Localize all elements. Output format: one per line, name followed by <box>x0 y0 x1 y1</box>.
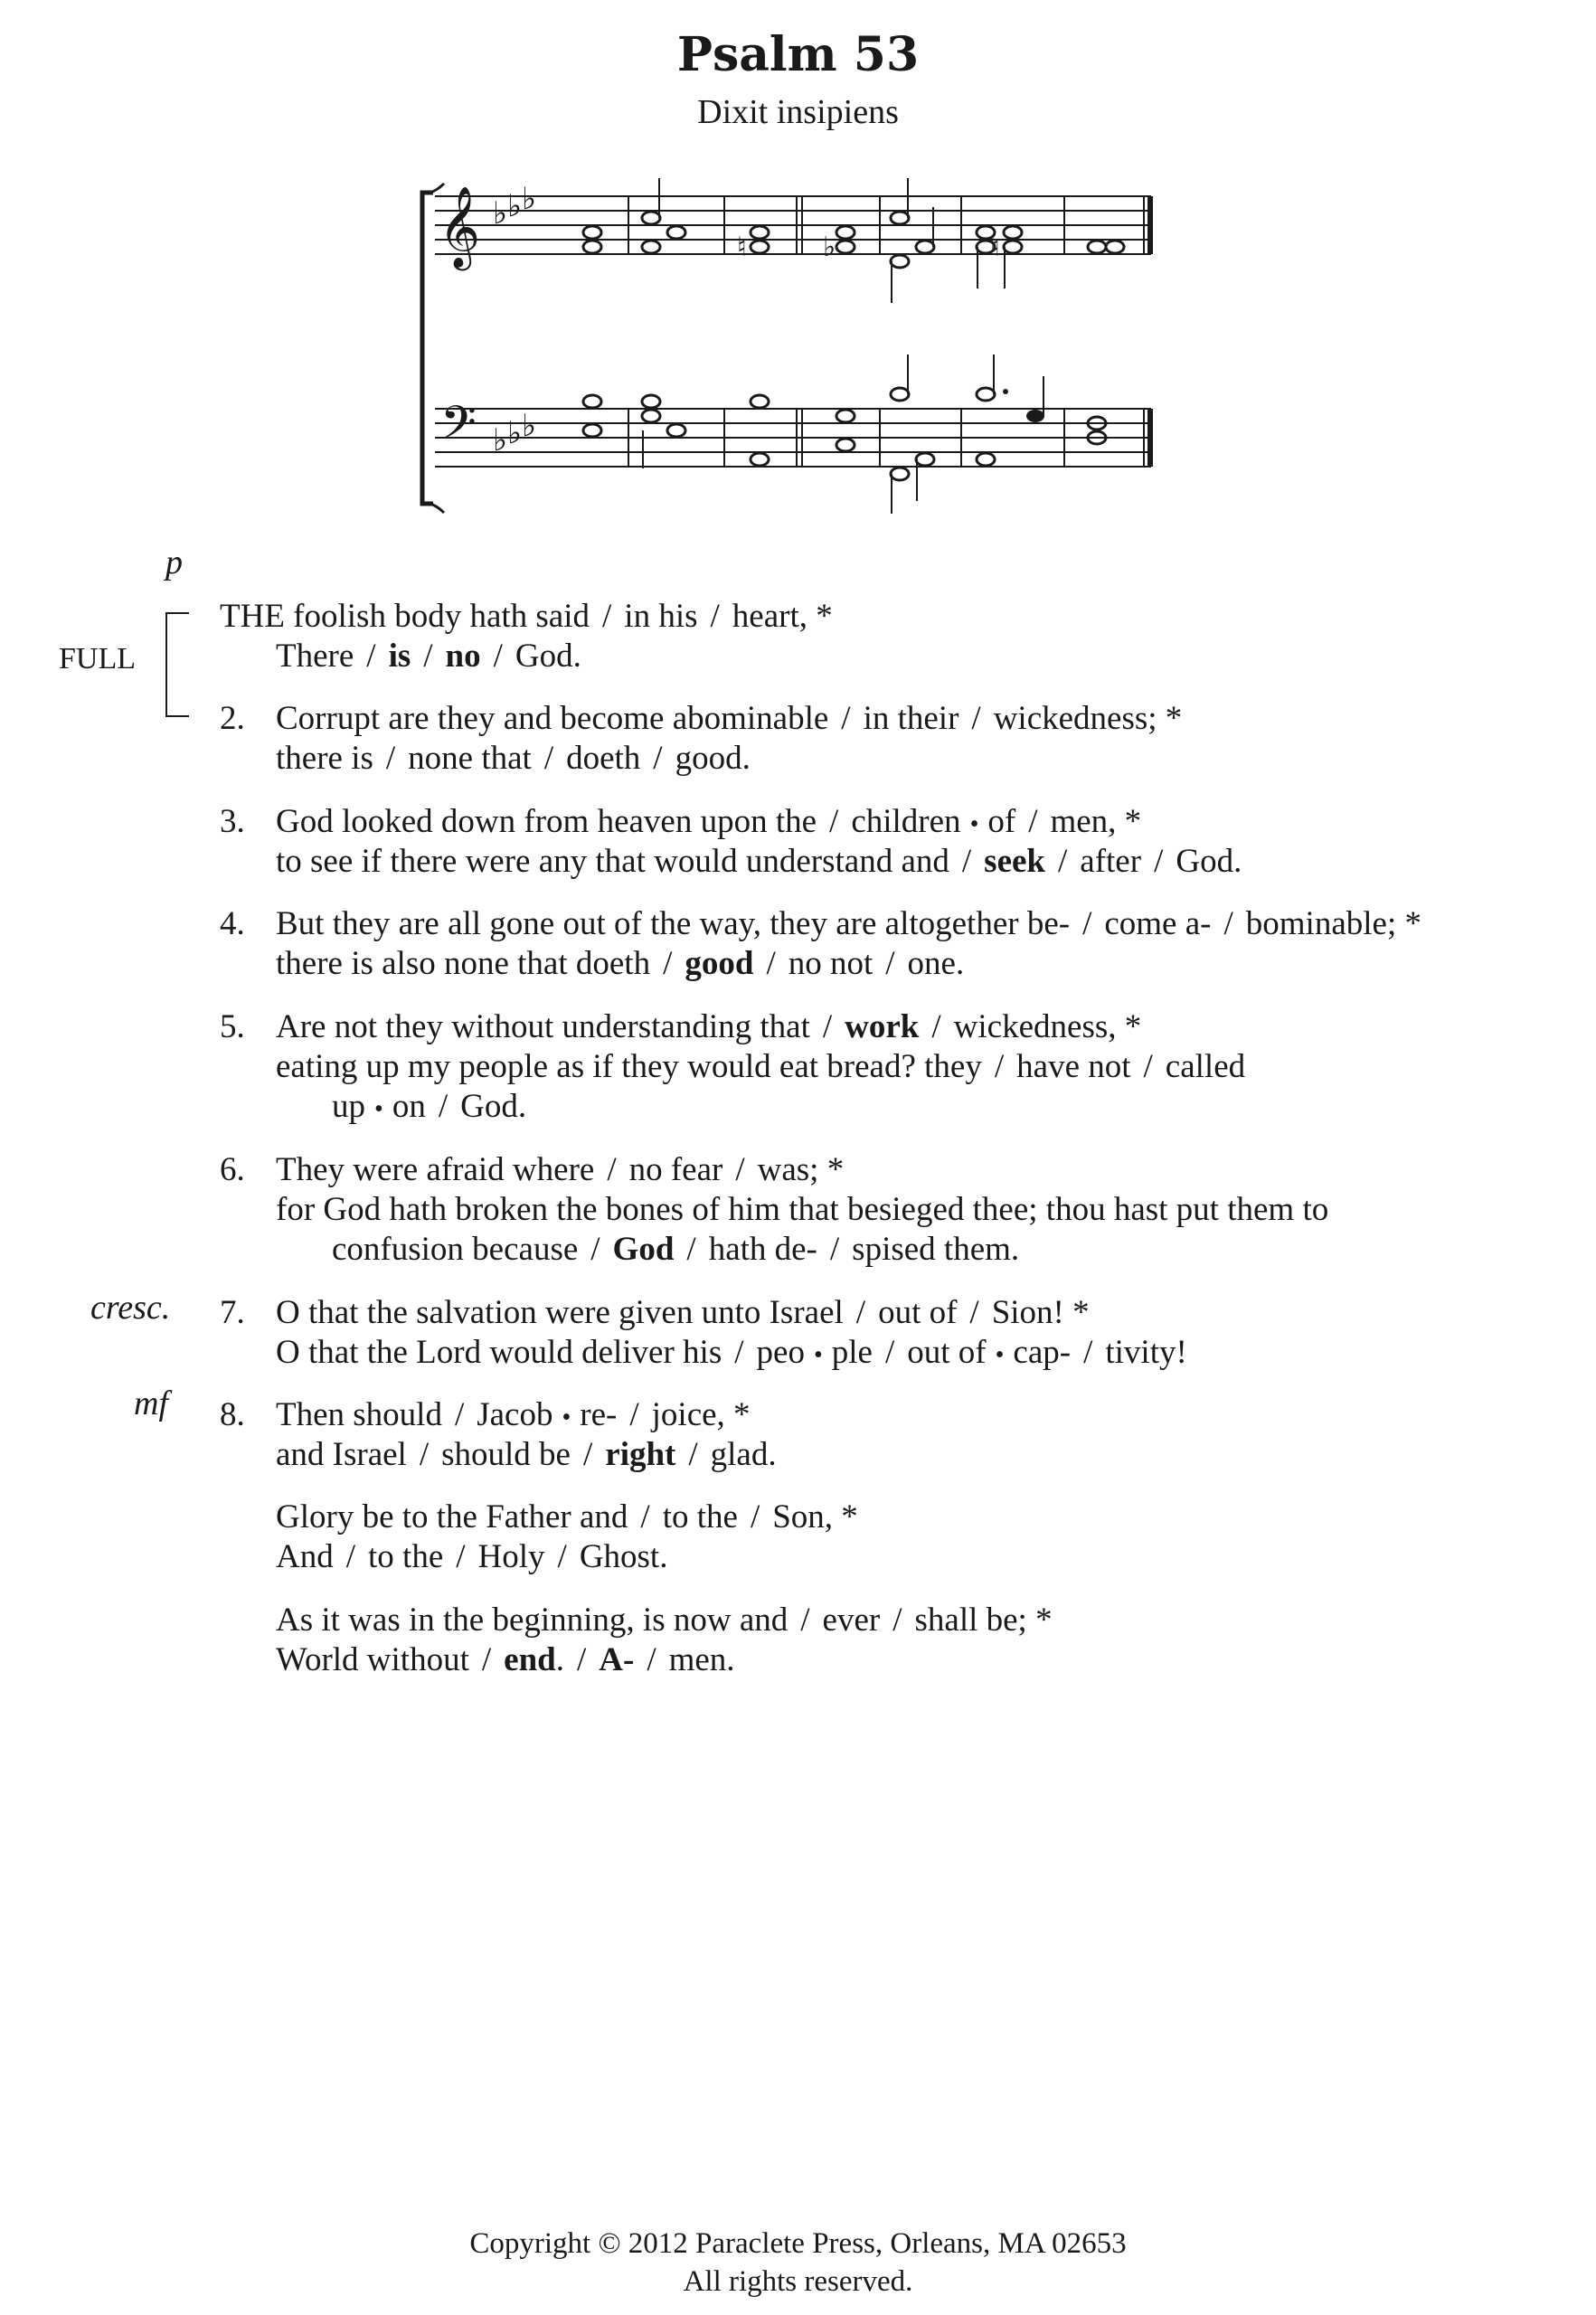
pointing-slash: / <box>884 1334 895 1371</box>
pointing-slash: / <box>543 740 554 777</box>
text-segment: wickedness; * <box>993 700 1183 737</box>
pointing-slash: / <box>1154 843 1164 880</box>
verse-line <box>276 637 581 676</box>
text-segment: Are not they without understanding that <box>276 1008 810 1045</box>
text-segment: Then should <box>276 1396 442 1433</box>
accented-syllable: end <box>504 1641 556 1678</box>
text-segment: wickedness, * <box>953 1008 1142 1045</box>
accented-syllable: no <box>445 638 481 675</box>
svg-text:♮: ♮ <box>990 232 1000 263</box>
text-segment: on <box>392 1088 426 1125</box>
pointing-slash: / <box>822 1008 833 1045</box>
svg-text:♭: ♭ <box>493 195 508 232</box>
verse-line <box>276 944 964 984</box>
verse-line <box>276 1435 777 1475</box>
full-bracket <box>165 612 189 717</box>
pointing-slash: / <box>640 1498 650 1535</box>
page-title: Psalm 53 <box>676 27 920 82</box>
verse-line <box>332 1087 526 1129</box>
verse-line <box>276 842 1242 882</box>
pointing-slash: / <box>829 803 839 840</box>
pointing-slash: / <box>590 1231 600 1268</box>
text-segment: God looked down from heaven upon the <box>276 803 817 840</box>
pointing-slash: / <box>663 945 673 982</box>
copyright-line-2: All rights reserved. <box>683 2265 913 2298</box>
text-segment: O that the Lord would deliver his <box>276 1334 722 1371</box>
verse-number: 5. <box>220 1008 245 1045</box>
verse-number: 8. <box>220 1396 245 1433</box>
pointing-slash: / <box>855 1294 866 1331</box>
pointing-slash: / <box>1083 1334 1093 1371</box>
pointing-slash: / <box>385 740 396 777</box>
text-segment: Son, * <box>772 1498 858 1535</box>
text-segment: But they are all gone out of the way, they are altogether be- <box>276 905 1071 942</box>
bass-stems <box>643 354 1044 514</box>
text-segment: shall be; * <box>914 1602 1053 1639</box>
verse-line <box>276 739 751 779</box>
accented-syllable: good <box>685 945 754 982</box>
text-segment: God. <box>1176 843 1242 880</box>
pointing-slash: / <box>653 740 663 777</box>
pointing-slash: / <box>892 1602 902 1639</box>
text-segment: one. <box>907 945 965 982</box>
pointing-slash: / <box>969 1294 979 1331</box>
page-subtitle: Dixit insipiens <box>697 93 899 131</box>
text-segment: good. <box>675 740 751 777</box>
text-segment: Ghost. <box>579 1538 668 1575</box>
text-segment: There <box>276 638 354 675</box>
verse-number: 7. <box>220 1294 245 1331</box>
svg-text:♮: ♮ <box>737 232 747 263</box>
text-segment: and Israel <box>276 1436 407 1473</box>
verse-number: 4. <box>220 905 245 942</box>
pointing-slash: / <box>931 1008 941 1045</box>
pointing-slash: / <box>994 1048 1005 1085</box>
verse-line <box>276 1537 667 1577</box>
pointing-slash: / <box>800 1602 810 1639</box>
pointing-dot: • <box>374 1095 383 1123</box>
text-segment: to see if there were any that would understand and <box>276 843 949 880</box>
text-segment: . <box>555 1641 564 1678</box>
pointing-slash: / <box>885 945 895 982</box>
text-segment: hath de- <box>708 1231 817 1268</box>
pointing-slash: / <box>710 598 720 635</box>
accented-syllable: seek <box>984 843 1045 880</box>
verse-line <box>276 1047 1245 1087</box>
text-segment: glad. <box>710 1436 777 1473</box>
svg-text:♭: ♭ <box>507 415 523 451</box>
text-segment: joice, * <box>651 1396 751 1433</box>
text-segment: God. <box>515 638 581 675</box>
pointing-slash: / <box>366 638 376 675</box>
pointing-dot: • <box>813 1341 823 1369</box>
text-segment: doeth <box>566 740 641 777</box>
text-segment: should be <box>441 1436 571 1473</box>
pointing-slash: / <box>971 700 981 737</box>
text-segment: men. <box>668 1641 735 1678</box>
text-segment: tivity! <box>1105 1334 1187 1371</box>
copyright-line-1: Copyright © 2012 Paraclete Press, Orleans, MA 02653 <box>469 2227 1127 2260</box>
pointing-dot: • <box>969 810 979 838</box>
verse-line <box>276 1190 1328 1230</box>
accented-syllable: God <box>612 1231 675 1268</box>
pointing-slash: / <box>829 1231 840 1268</box>
pointing-slash: / <box>576 1641 587 1678</box>
bass-clef-icon: 𝄢 <box>440 395 477 461</box>
text-segment: no fear <box>628 1151 723 1188</box>
verse-line <box>276 699 1182 739</box>
verse-line <box>276 1150 844 1190</box>
pointing-slash: / <box>419 1436 430 1473</box>
text-segment: men, * <box>1050 803 1142 840</box>
pointing-slash: / <box>688 1436 698 1473</box>
pointing-slash: / <box>607 1151 617 1188</box>
accented-syllable: A- <box>599 1641 635 1678</box>
accented-syllable: is <box>388 638 411 675</box>
verse-line <box>276 1333 1187 1375</box>
pointing-slash: / <box>438 1088 449 1125</box>
pointing-dot: • <box>562 1403 571 1432</box>
verse-line <box>276 1007 1141 1047</box>
text-segment: in their <box>863 700 959 737</box>
text-segment: As it was in the beginning, is now and <box>276 1602 789 1639</box>
pointing-slash: / <box>454 1396 465 1433</box>
svg-text:♭: ♭ <box>493 422 508 458</box>
pointing-slash: / <box>841 700 851 737</box>
verse-line <box>276 1498 858 1537</box>
text-segment: O that the salvation were given unto Israel <box>276 1294 844 1331</box>
pointing-slash: / <box>345 1538 356 1575</box>
text-segment: ever <box>822 1602 881 1639</box>
text-segment: Glory be to the Father and <box>276 1498 628 1535</box>
pointing-slash: / <box>481 1641 492 1678</box>
dynamic-mf: mf <box>134 1384 168 1422</box>
verse-number: 6. <box>220 1151 245 1188</box>
verse-line <box>276 1395 751 1438</box>
text-segment: of <box>987 803 1016 840</box>
verse-line <box>276 1293 1090 1333</box>
verse-line <box>276 802 1141 845</box>
text-segment: come a- <box>1104 905 1212 942</box>
full-label: FULL <box>59 642 136 676</box>
pointing-slash: / <box>1058 843 1068 880</box>
pointing-slash: / <box>602 598 612 635</box>
text-segment: Sion! * <box>991 1294 1090 1331</box>
text-segment: called <box>1165 1048 1246 1085</box>
text-segment: to the <box>368 1538 444 1575</box>
text-segment: after <box>1080 843 1142 880</box>
text-segment: Holy <box>477 1538 545 1575</box>
final-barline <box>1147 196 1153 254</box>
text-segment: in his <box>624 598 698 635</box>
text-segment: World without <box>276 1641 469 1678</box>
svg-text:♭: ♭ <box>522 181 537 217</box>
pointing-slash: / <box>1223 905 1233 942</box>
svg-text:♭: ♭ <box>522 408 537 444</box>
verse-line <box>276 1601 1053 1640</box>
pointing-slash: / <box>582 1436 593 1473</box>
verse-line <box>220 597 833 637</box>
text-segment: no not <box>788 945 874 982</box>
pointing-slash: / <box>766 945 776 982</box>
svg-text:♭: ♭ <box>507 188 523 224</box>
text-segment: to the <box>662 1498 738 1535</box>
text-segment: there is <box>276 740 373 777</box>
verse-number: 2. <box>220 700 245 737</box>
verse-line <box>332 1230 1019 1270</box>
system-bracket <box>422 193 433 504</box>
dynamic-p: p <box>165 543 183 581</box>
verse-number: 3. <box>220 803 245 840</box>
text-segment: there is also none that doeth <box>276 945 651 982</box>
text-segment: have not <box>1016 1048 1131 1085</box>
chant-score <box>411 176 1180 520</box>
text-segment: peo <box>756 1334 805 1371</box>
text-segment: re- <box>580 1396 618 1433</box>
pointing-dot: • <box>995 1341 1005 1369</box>
text-segment: God. <box>460 1088 527 1125</box>
text-segment: bominable; * <box>1245 905 1421 942</box>
pointing-slash: / <box>1143 1048 1153 1085</box>
text-segment: none that <box>408 740 532 777</box>
pointing-slash: / <box>750 1498 760 1535</box>
text-segment: for God hath broken the bones of him that besieged thee; thou hast put them to <box>276 1191 1329 1228</box>
dynamic-cresc: cresc. <box>90 1289 171 1327</box>
pointing-slash: / <box>686 1231 696 1268</box>
treble-clef-icon: 𝄞 <box>439 186 481 268</box>
verse-line <box>276 1640 735 1680</box>
text-segment: THE foolish body hath said <box>220 598 590 635</box>
verse-line <box>276 904 1421 944</box>
accented-syllable: work <box>845 1008 920 1045</box>
text-segment: out of <box>907 1334 987 1371</box>
text-segment: eating up my people as if they would eat bread? they <box>276 1048 982 1085</box>
pointing-slash: / <box>1082 905 1092 942</box>
pointing-slash: / <box>647 1641 656 1678</box>
text-segment: They were afraid where <box>276 1151 595 1188</box>
pointing-slash: / <box>423 638 433 675</box>
text-segment: was; * <box>757 1151 845 1188</box>
text-segment: Jacob <box>477 1396 553 1433</box>
pointing-slash: / <box>456 1538 466 1575</box>
pointing-slash: / <box>961 843 972 880</box>
pointing-slash: / <box>493 638 503 675</box>
accented-syllable: right <box>605 1436 676 1473</box>
key-signature <box>493 181 536 458</box>
pointing-slash: / <box>629 1396 639 1433</box>
text-segment: cap- <box>1013 1334 1072 1371</box>
svg-text:♭: ♭ <box>823 232 836 263</box>
text-segment: heart, * <box>732 598 833 635</box>
text-segment: children <box>851 803 961 840</box>
text-segment: ple <box>831 1334 873 1371</box>
text-segment: out of <box>878 1294 958 1331</box>
text-segment: Corrupt are they and become abominable <box>276 700 829 737</box>
text-segment: up <box>332 1088 365 1125</box>
pointing-slash: / <box>557 1538 567 1575</box>
treble-staff <box>435 196 1151 254</box>
pointing-slash: / <box>1028 803 1038 840</box>
bar-lines <box>628 196 1144 467</box>
text-segment: confusion because <box>332 1231 579 1268</box>
text-segment: spised them. <box>852 1231 1020 1268</box>
text-segment: And <box>276 1538 334 1575</box>
pointing-slash: / <box>735 1151 745 1188</box>
pointing-slash: / <box>734 1334 744 1371</box>
